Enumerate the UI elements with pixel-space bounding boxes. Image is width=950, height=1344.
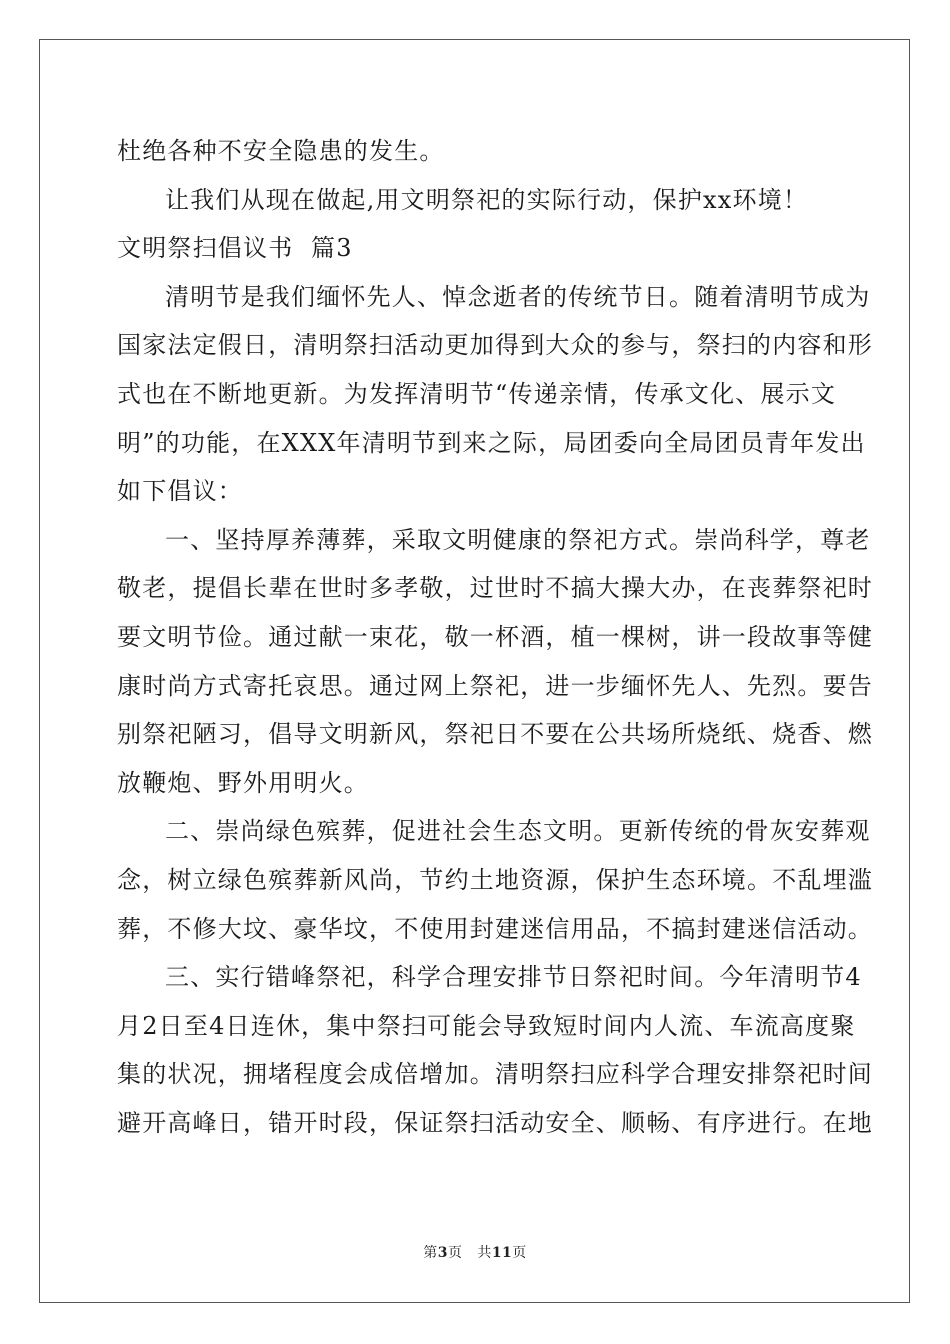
paragraph-line: 康时尚方式寄托哀思。通过网上祭祀，进一步缅怀先人、先烈。要告: [117, 671, 873, 700]
paragraph-line: 集的状况，拥堵程度会成倍增加。清明祭扫应科学合理安排祭祀时间: [117, 1060, 873, 1089]
page-footer: [0, 1242, 950, 1262]
paragraph-line: 三、实行错峰祭祀，科学合理安排节日祭祀时间。今年清明节4: [165, 963, 862, 992]
paragraph-line: 清明节是我们缅怀先人、悼念逝者的传统节日。随着清明节成为: [165, 282, 871, 311]
paragraph-line: 杜绝各种不安全隐患的发生。: [117, 137, 445, 165]
footer-page-word: 页: [447, 1245, 463, 1261]
paragraph-line: 国家法定假日，清明祭扫活动更加得到大众的参与，祭扫的内容和形: [117, 331, 873, 360]
total-page-count: 11: [491, 1245, 513, 1261]
paragraph-line: 一、坚持厚养薄葬，采取文明健康的祭祀方式。崇尚科学，尊老: [165, 525, 871, 554]
paragraph-line: 敬老，提倡长辈在世时多孝敬，过世时不搞大操大办，在丧葬祭祀时: [117, 574, 873, 603]
paragraph-line: 放鞭炮、野外用明火。: [117, 768, 369, 797]
footer-total-suffix: 页: [512, 1245, 527, 1261]
paragraph-line: 念，树立绿色殡葬新风尚，节约土地资源，保护生态环境。不乱埋滥: [117, 865, 873, 894]
paragraph-line: 月2日至4日连休，集中祭扫可能会导致短时间内人流、车流高度聚: [117, 1011, 856, 1040]
current-page-number: 3: [437, 1245, 448, 1261]
paragraph-line: 让我们从现在做起,用文明祭祀的实际行动，保护xx环境！: [165, 185, 809, 214]
paragraph-line: 如下倡议：: [117, 477, 243, 506]
footer-prefix: 第: [423, 1245, 438, 1261]
paragraph-line: 二、崇尚绿色殡葬，促进社会生态文明。更新传统的骨灰安葬观: [165, 817, 871, 846]
paragraph-line: 葬，不修大坟、豪华坟，不使用封建迷信用品，不搞封建迷信活动。: [117, 914, 873, 943]
section-heading: 文明祭扫倡议书 篇3: [117, 234, 353, 263]
footer-total-prefix: 共: [477, 1245, 492, 1261]
paragraph-line: 别祭祀陋习，倡导文明新风，祭祀日不要在公共场所烧纸、烧香、燃: [117, 720, 873, 749]
paragraph-line: 避开高峰日，错开时段，保证祭扫活动安全、顺畅、有序进行。在地: [117, 1108, 873, 1137]
document-body: [117, 127, 873, 1147]
paragraph-line: 要文明节俭。通过献一束花，敬一杯酒，植一棵树，讲一段故事等健: [117, 622, 873, 651]
paragraph-line: 式也在不断地更新。为发挥清明节“传递亲情，传承文化、展示文: [117, 379, 837, 408]
paragraph-line: 明”的功能，在XXX年清明节到来之际，局团委向全局团员青年发出: [117, 428, 866, 457]
